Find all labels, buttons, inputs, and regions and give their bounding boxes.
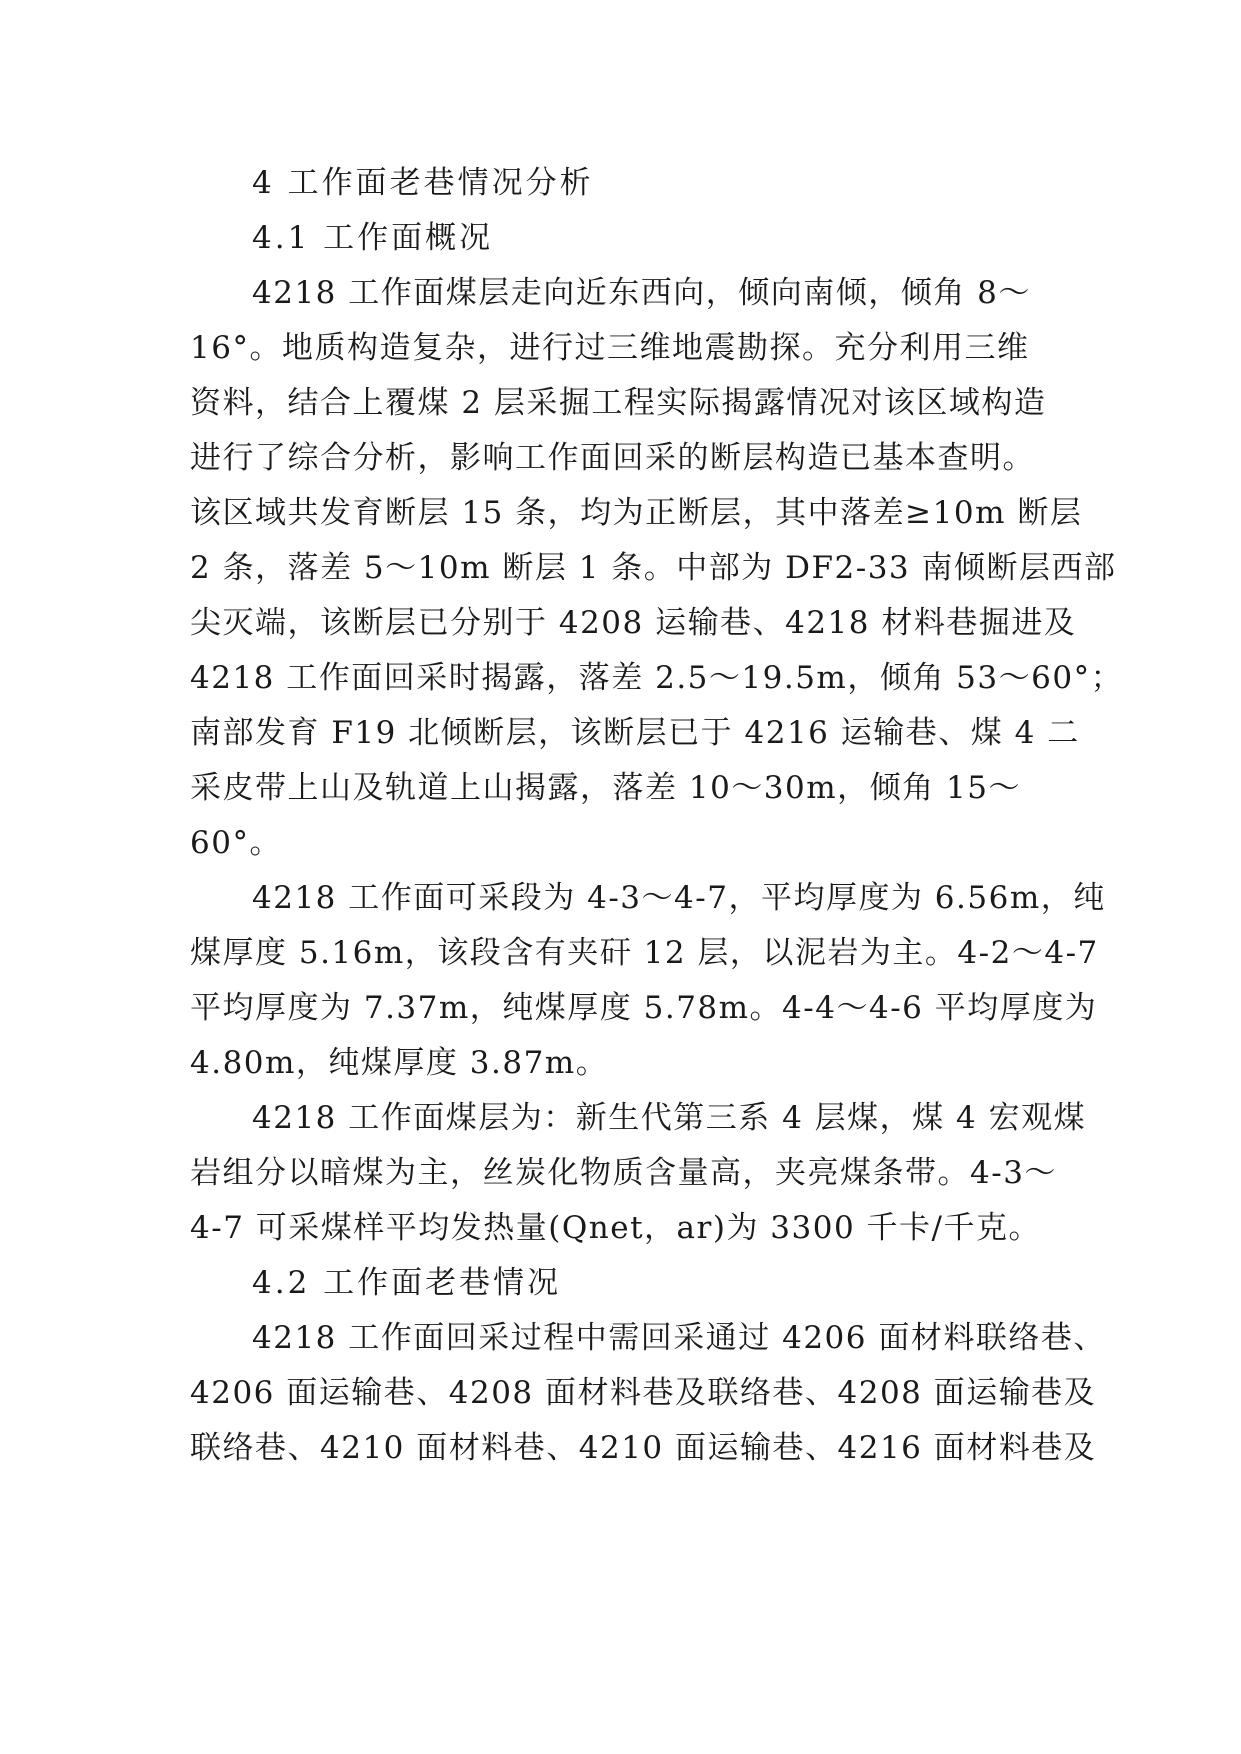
body-text-line: 4218 工作面煤层为：新生代第三系 4 层煤，煤 4 宏观煤 xyxy=(252,1100,1087,1136)
body-text-line: 4218 工作面回采过程中需回采通过 4206 面材料联络巷、 xyxy=(252,1320,1106,1356)
body-text-line: 4-7 可采煤样平均发热量(Qnet，ar)为 3300 千卡/千克。 xyxy=(190,1210,1041,1246)
section-heading: 4 工作面老巷情况分析 xyxy=(252,165,594,201)
body-text-line: 4218 工作面回采时揭露，落差 2.5～19.5m，倾角 53～60°； xyxy=(190,660,1124,696)
body-text-line: 尖灭端，该断层已分别于 4208 运输巷、4218 材料巷掘进及 xyxy=(190,605,1077,641)
body-text-line: 煤厚度 5.16m，该段含有夹矸 12 层，以泥岩为主。4-2～4-7 xyxy=(190,935,1099,971)
body-text-line: 采皮带上山及轨道上山揭露，落差 10～30m，倾角 15～ xyxy=(190,770,1021,806)
body-text-line: 平均厚度为 7.37m，纯煤厚度 5.78m。4-4～4-6 平均厚度为 xyxy=(190,990,1098,1026)
body-text-line: 4206 面运输巷、4208 面材料巷及联络巷、4208 面运输巷及 xyxy=(190,1375,1097,1411)
body-text-line: 进行了综合分析，影响工作面回采的断层构造已基本查明。 xyxy=(190,440,1035,476)
body-text-line: 岩组分以暗煤为主，丝炭化物质含量高，夹亮煤条带。4-3～ xyxy=(190,1155,1057,1191)
body-text-line: 60°。 xyxy=(190,825,282,861)
body-text-line: 2 条，落差 5～10m 断层 1 条。中部为 DF2-33 南倾断层西部 xyxy=(190,550,1117,586)
body-text-line: 4218 工作面可采段为 4-3～4-7，平均厚度为 6.56m，纯 xyxy=(252,880,1106,916)
subsection-heading: 4.2 工作面老巷情况 xyxy=(252,1265,562,1301)
body-text-line: 4.80m，纯煤厚度 3.87m。 xyxy=(190,1045,609,1081)
body-text-line: 联络巷、4210 面材料巷、4210 面运输巷、4216 面材料巷及 xyxy=(190,1430,1097,1466)
body-text-line: 16°。地质构造复杂，进行过三维地震勘探。充分利用三维 xyxy=(190,330,1030,366)
body-text-line: 该区域共发育断层 15 条，均为正断层，其中落差≥10m 断层 xyxy=(190,495,1083,531)
body-text-line: 4218 工作面煤层走向近东西向，倾向南倾，倾角 8～ xyxy=(252,275,1031,311)
body-text-line: 资料，结合上覆煤 2 层采掘工程实际揭露情况对该区域构造 xyxy=(190,385,1047,421)
body-text-line: 南部发育 F19 北倾断层，该断层已于 4216 运输巷、煤 4 二 xyxy=(190,715,1080,751)
subsection-heading: 4.1 工作面概况 xyxy=(252,220,494,256)
